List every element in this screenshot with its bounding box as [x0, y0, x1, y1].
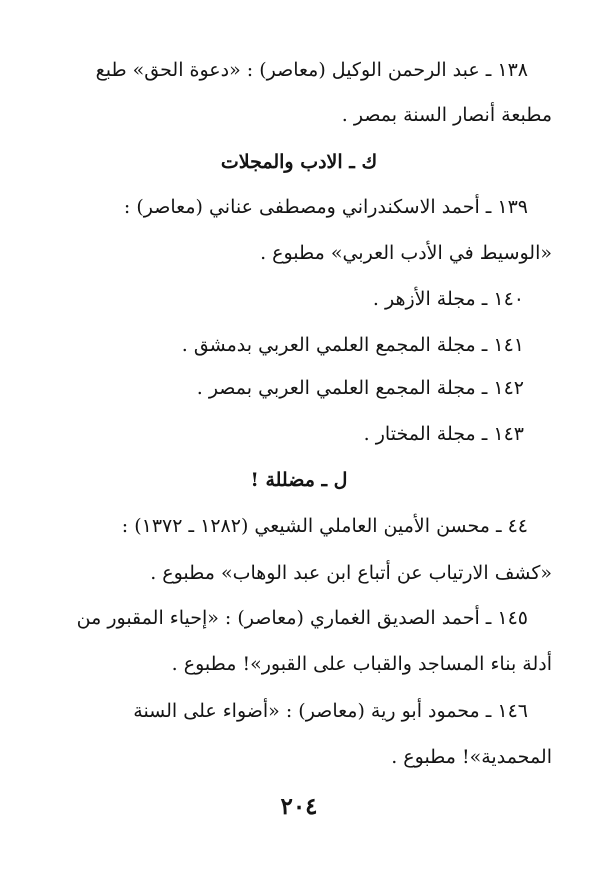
- entry-146-line-1: ١٤٦ ـ محمود أبو رية (معاصر) : «أضواء على السنة: [133, 700, 528, 722]
- entry-145-line-1: ١٤٥ ـ أحمد الصديق الغماري (معاصر) : «إحياء المقبور من: [76, 607, 528, 629]
- entry-145-line-2: أدلة بناء المساجد والقباب على القبور»! مطبوع .: [171, 653, 552, 675]
- entry-140: ١٤٠ ـ مجلة الأزهر .: [372, 288, 524, 310]
- entry-138-line-1: ١٣٨ ـ عبد الرحمن الوكيل (معاصر) : «دعوة الحق» طبع: [95, 59, 528, 81]
- entry-144-line-2: «كشف الارتياب عن أتباع ابن عبد الوهاب» مطبوع .: [150, 562, 552, 584]
- section-heading-literature: ك ـ الادب والمجلات: [220, 151, 378, 173]
- entry-142: ١٤٢ ـ مجلة المجمع العلمي العربي بمصر .: [196, 377, 524, 399]
- entry-146-line-2: المحمدية»! مطبوع .: [391, 746, 552, 768]
- section-heading-misleading: ل ـ مضللة !: [250, 469, 348, 491]
- entry-143: ١٤٣ ـ مجلة المختار .: [363, 423, 524, 445]
- entry-139-line-1: ١٣٩ ـ أحمد الاسكندراني ومصطفى عناني (معاصر) :: [123, 196, 528, 218]
- entry-138-line-2: مطبعة أنصار السنة بمصر .: [341, 104, 552, 126]
- entry-139-line-2: «الوسيط في الأدب العربي» مطبوع .: [260, 242, 552, 264]
- page-number: ٢٠٤: [280, 793, 318, 820]
- entry-141: ١٤١ ـ مجلة المجمع العلمي العربي بدمشق .: [181, 334, 524, 356]
- entry-144-line-1: ٤٤ ـ محسن الأمين العاملي الشيعي (١٢٨٢ ـ ١٣٧٢) :: [121, 515, 528, 537]
